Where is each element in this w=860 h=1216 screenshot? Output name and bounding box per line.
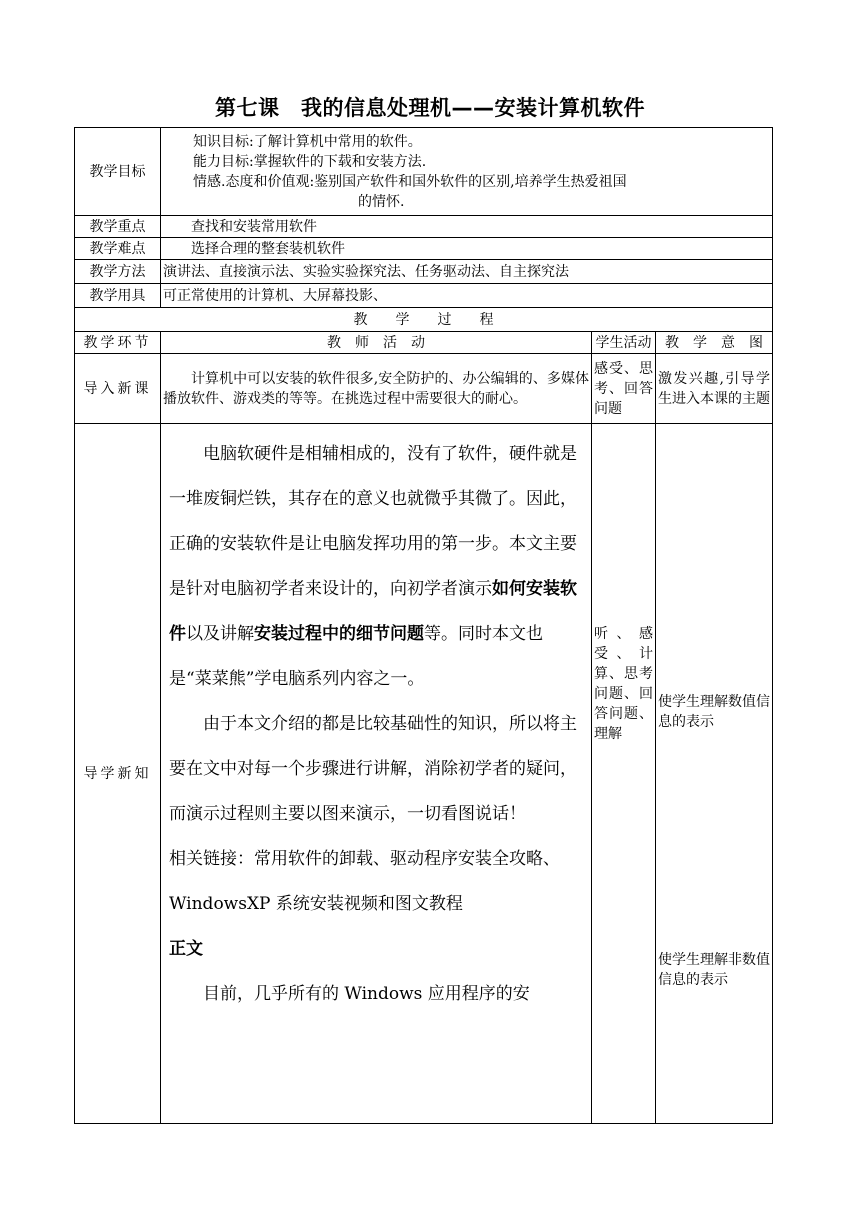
key-points-value: 查找和安装常用软件 [161, 216, 773, 238]
col-stage-header: 教学环节 [75, 332, 161, 354]
intro-stage: 导入新课 [75, 354, 161, 424]
key-points-row [75, 216, 773, 238]
bold-detail-issues: 安装过程中的细节问题 [254, 624, 424, 644]
difficulties-value: 选择合理的整套装机软件 [161, 238, 773, 260]
paragraph-1-text: 电脑软硬件是相辅相成的，没有了软件，硬件就是一堆废铜烂铁，其存在的意义也就微乎其微了。因此，正确的安装软件是让电脑发挥功用的第一步。本文主要是针对电脑初学者来设计的，向初学者演示 [169, 444, 577, 599]
column-header-row [75, 332, 773, 354]
methods-value: 演讲法、直接演示法、实验实验探究法、任务驱动法、自主探究法 [161, 260, 773, 284]
main-text-heading [169, 927, 583, 972]
process-header: 教 学 过 程 [75, 308, 773, 332]
new-stage: 导学新知 [75, 424, 161, 1124]
tools-row [75, 284, 773, 308]
emotion-objective: 情感.态度和价值观:鉴别国产软件和国外软件的区别,培养学生热爱祖国 [193, 173, 627, 190]
objectives-content [161, 128, 773, 216]
methods-label: 教学方法 [75, 260, 161, 284]
related-links-paragraph: 相关链接：常用软件的卸载、驱动程序安装全攻略、WindowsXP 系统安装视频和图文教程 [169, 849, 560, 914]
col-teacher-header: 教 师 活 动 [161, 332, 592, 354]
intro-row [75, 354, 773, 424]
intent-numeric: 使学生理解数值信息的表示 [658, 694, 771, 730]
paragraph-2: 由于本文介绍的都是比较基础性的知识，所以将主要在文中对每一个步骤进行讲解，消除初学者的疑问，而演示过程则主要以图来演示，一切看图说话！ [169, 714, 577, 824]
new-intent [656, 424, 773, 1124]
methods-row [75, 260, 773, 284]
page-title: 第七课 我的信息处理机——安装计算机软件 [215, 96, 645, 120]
key-points-label: 教学重点 [75, 216, 161, 238]
paragraph-1 [169, 432, 583, 702]
paragraph-1-text-3: 等。同时本文也是“菜菜熊”学电脑系列内容之一。 [169, 624, 543, 689]
col-intent-header: 教 学 意 图 [656, 332, 773, 354]
col-student-header: 学生活动 [592, 332, 656, 354]
new-student-activity: 听、感受、计算、思考问题、回答问题、理解 [592, 424, 656, 1124]
knowledge-objective: 知识目标:了解计算机中常用的软件。 [193, 133, 422, 150]
objectives-row [75, 128, 773, 216]
lesson-plan-table [74, 127, 773, 1124]
emotion-objective-cont: 的情怀. [358, 193, 405, 210]
ability-objective: 能力目标:掌握软件的下载和安装方法. [193, 153, 427, 170]
intro-student-activity: 感受、思考、回答问题 [592, 354, 656, 424]
difficulties-row [75, 238, 773, 260]
main-text-heading-label: 正文 [169, 939, 203, 959]
paragraph-4: 目前，几乎所有的 Windows 应用程序的安 [203, 984, 530, 1004]
intent-non-numeric: 使学生理解非数值信息的表示 [658, 952, 771, 988]
objectives-label: 教学目标 [75, 128, 161, 216]
bold-how-to-install: 如何安装软件 [169, 579, 577, 644]
intro-intent: 激发兴趣,引导学生进入本课的主题 [656, 354, 773, 424]
tools-label: 教学用具 [75, 284, 161, 308]
difficulties-label: 教学难点 [75, 238, 161, 260]
new-teacher-activity [161, 424, 592, 1124]
paragraph-1-text-2: 以及讲解 [186, 624, 254, 644]
process-header-row [75, 308, 773, 332]
new-knowledge-row [75, 424, 773, 1124]
intro-teacher-activity: 计算机中可以安装的软件很多,安全防护的、办公编辑的、多媒体播放软件、游戏类的等等。在挑选过程中需要很大的耐心。 [161, 354, 592, 424]
tools-value: 可正常使用的计算机、大屏幕投影、 [161, 284, 773, 308]
